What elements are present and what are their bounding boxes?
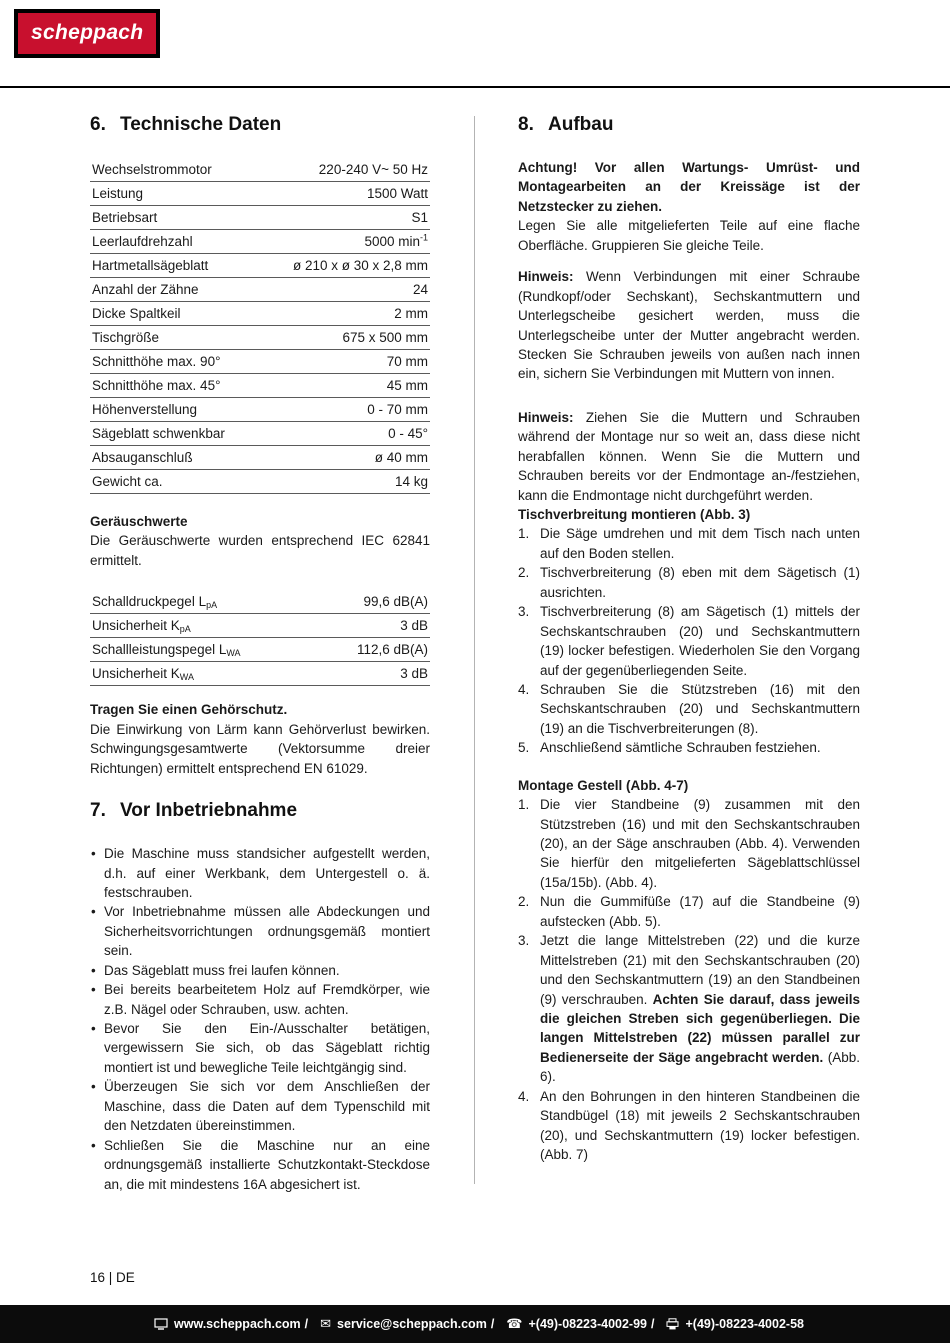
list-item: • Das Sägeblatt muss frei laufen können. [90,961,430,980]
list-item: Schrauben Sie die Stützstreben (16) mit den Sechskantschrauben (20) und Sechskantmuttern (19) an die Tischverbreiterungen (8). [540,681,860,736]
list-item: • Bei bereits bearbeitetem Holz auf Fremdkörper, wie z.B. Nägel oder Schrauben, usw. achten. [90,980,430,1019]
spec-label: Unsicherheit $K_{WA}$ [90,662,318,686]
spec-value: 3 dB [318,662,430,686]
table-row [90,350,430,374]
spec-label: Anzahl der Zähne [90,278,259,302]
spec-value: 675 x 500 mm [259,326,430,350]
table-row [90,470,430,494]
spec-label: Betriebsart [90,206,259,230]
spec-label: Leistung [90,182,259,206]
noise-section-text: Die Geräuschwerte wurden entsprechend IEC 62841 ermittelt. [90,533,430,568]
attention-followup-text: Legen Sie alle mitgelieferten Teile auf eine flache Oberfläche. Gruppieren Sie gleiche Teile. [518,218,860,253]
list-item: An den Bohrungen in den hinteren Standbeinen die Standbügel (18) mit jeweils 2 Sechskantschrauben (20), und Sechskantmuttern (19) locker befestigen. (Abb. 7) [540,1088,860,1162]
spec-label: Schallleistungspegel $L_{WA}$ [90,638,318,662]
section-7-number: 7. [90,800,106,822]
table-row [90,374,430,398]
table-row [90,638,430,662]
table-row [90,230,430,254]
list-item: Anschließend sämtliche Schrauben festziehen. [540,740,821,756]
list-item: • Bevor Sie den Ein-/Ausschalter betätigen, vergewissern Sie sich, ob das Sägeblatt richtig montiert ist und bewegliche Teile leichtgängig sind. [90,1019,430,1077]
note-tightening: Hinweis: Ziehen Sie die Muttern und Schrauben während der Montage nur so weit an, dass diese nicht herabfallen können. Wenn Sie die Muttern und Schrauben bereits vor der Endmontage an-/festziehen, kann die Endmontage nicht durchgeführt werden. [518,409,860,503]
hearing-protection-title: Tragen Sie einen Gehörschutz. [90,702,288,718]
table-row [90,590,430,614]
spec-label: Schnitthöhe max. 45° [90,374,259,398]
frame-assembly-title: Montage Gestell (Abb. 4-7) [518,777,689,793]
list-item: Tischverbreiterung (8) am Sägetisch (1) mittels der Sechskantschrauben (20) und Sechskantmuttern (19) locker befestigen. Wiederholen Sie den Vorgang auf der gegenüberliegenden Seite. [540,604,860,678]
phone-icon: ☎ [506,1316,523,1332]
hearing-protection-text: Die Einwirkung von Lärm kann Gehörverlust bewirken. Schwingungsgesamtwerte (Vektorsumme dreier Richtungen) ermittelt entsprechend EN 61029. [90,721,430,776]
left-column [90,114,430,1194]
technical-data-body [90,158,430,494]
section-7-title: Vor Inbetriebnahme [120,800,298,822]
section-7-heading [90,800,430,822]
spec-value: S1 [259,206,430,230]
table-extension-steps [518,524,860,757]
table-row [90,422,430,446]
section-6-heading [90,114,430,136]
table-row [90,614,430,638]
table-row [90,158,430,182]
table-row [90,182,430,206]
spec-label: Schalldruckpegel $L_{pA}$ [90,590,318,614]
spec-value: 0 - 45° [259,422,430,446]
spec-value: 3 dB [318,614,430,638]
spec-label: Schnitthöhe max. 90° [90,350,259,374]
section-6-number: 6. [90,114,106,135]
footer-website: www.scheppach.com [174,1317,301,1331]
spec-label: Sägeblatt schwenkbar [90,422,259,446]
list-item: • Die Maschine muss standsicher aufgestellt werden, d.h. auf einer Werkbank, dem Untergestell o. ä. festschrauben. [90,844,430,902]
spec-value: 14 kg [259,470,430,494]
table-row [90,254,430,278]
table-row [90,662,430,686]
list-item: • Überzeugen Sie sich vor dem Anschließen der Maschine, dass die Daten auf dem Typenschild mit den Netzdaten übereinstimmen. [90,1077,430,1135]
footer-email: service@scheppach.com [337,1317,487,1331]
table-extension-title: Tischverbreitung montieren (Abb. 3) [518,507,751,522]
list-item: Nun die Gummifüße (17) auf die Standbeine (9) aufstecken (Abb. 5). [540,894,860,929]
spec-label: Absauganschluß [90,446,259,470]
footer-fax: +(49)-08223-4002-58 [685,1317,804,1331]
technical-data-table [90,158,430,494]
section-6-title: Technische Daten [120,114,282,135]
spec-value: ø 40 mm [259,446,430,470]
spec-value: 220-240 V~ 50 Hz [259,158,430,182]
spec-label: Unsicherheit $K_{pA}$ [90,614,318,638]
scheppach-logo [14,9,160,58]
right-column [518,114,860,1194]
spec-value: 5000 $\min^{-1}$ [259,230,430,254]
table-row [90,302,430,326]
spec-value: 112,6 dB(A) [318,638,430,662]
column-divider [474,116,475,1184]
table-row [90,206,430,230]
spec-value: 2 mm [259,302,430,326]
logo-text: scheppach [18,13,156,54]
footer-separator: / [490,1317,495,1331]
footer-bar [0,1305,950,1343]
list-item: Die Säge umdrehen und mit dem Tisch nach unten auf den Boden stellen. [540,526,860,561]
table-row [90,278,430,302]
spec-value: 24 [259,278,430,302]
spec-value: 1500 Watt [259,182,430,206]
mail-icon: ✉ [320,1316,332,1332]
list-item: Jetzt die lange Mittelstreben (22) und die kurze Mittelstreben (21) mit den Sechskantschrauben (20) und den Sechskantmuttern (19) an den Standbeinen (9) verschrauben. Achten Sie darauf, dass jeweils die gleichen Streben sich gegenüberliegen. Die langen Mittelstreben (22) müssen parallel zur Bedienerseite der Säge angebracht werden. (Abb. 6). [540,933,860,1085]
section-8-title: Aufbau [548,114,614,135]
section-8-number: 8. [518,114,534,135]
attention-text: Achtung! Vor allen Wartungs- Umrüst- und Montagearbeiten an der Kreissäge ist der Netzstecker zu ziehen. [518,160,860,214]
spec-value: ø 210 x ø 30 x 2,8 mm [259,254,430,278]
spec-label: Dicke Spaltkeil [90,302,259,326]
spec-label: Höhenverstellung [90,398,259,422]
fax-icon [666,1318,679,1330]
note-washers: Hinweis: Wenn Verbindungen mit einer Schraube (Rundkopf/oder Sechskant), Sechskantmuttern und Unterlegscheibe gesichert werden, muss die Unterlegscheibe unter der Mutter angebracht werden. Stecken Sie Schrauben jeweils von außen nach innen ein, sichern Sie Verbindungen mit Muttern von innen. [518,269,860,382]
noise-section-title: Geräuschwerte [90,514,188,529]
page-header [0,0,950,88]
monitor-icon [154,1318,168,1330]
spec-label: Hartmetallsägeblatt [90,254,259,278]
table-row [90,446,430,470]
preparation-list [90,844,430,1194]
table-row [90,326,430,350]
spec-value: 70 mm [259,350,430,374]
spec-value: 99,6 dB(A) [318,590,430,614]
footer-phone: +(49)-08223-4002-99 [528,1317,647,1331]
page-content [0,88,950,1194]
page-number: 16 | DE [90,1270,135,1285]
list-item: Tischverbreiterung (8) eben mit dem Sägetisch (1) ausrichten. [540,565,860,600]
spec-label: Tischgröße [90,326,259,350]
noise-values-table [90,590,430,686]
spec-label: Wechselstrommotor [90,158,259,182]
list-item: Die vier Standbeine (9) zusammen mit den Stützstreben (16) und mit den Sechskantschrauben (20), an der Säge anschrauben (Abb. 4). Verwenden Sie hierfür den mitgelieferten Sägeblattschlüssel (15a/15b). (Abb. 4). [540,797,860,890]
spec-label: Leerlaufdrehzahl [90,230,259,254]
table-row [90,398,430,422]
spec-value: 0 - 70 mm [259,398,430,422]
spec-label: Gewicht ca. [90,470,259,494]
list-item: • Vor Inbetriebnahme müssen alle Abdeckungen und Sicherheitsvorrichtungen ordnungsgemäß montiert sein. [90,902,430,960]
footer-separator: / [651,1317,655,1331]
footer-separator: / [304,1317,309,1331]
section-8-heading [518,114,860,136]
frame-assembly-steps [518,795,860,1164]
noise-values-body [90,590,430,686]
spec-value: 45 mm [259,374,430,398]
list-item: • Schließen Sie die Maschine nur an eine ordnungsgemäß installierte Schutzkontakt-Steckdose an, die mit mindestens 16A abgesichert ist. [90,1136,430,1194]
